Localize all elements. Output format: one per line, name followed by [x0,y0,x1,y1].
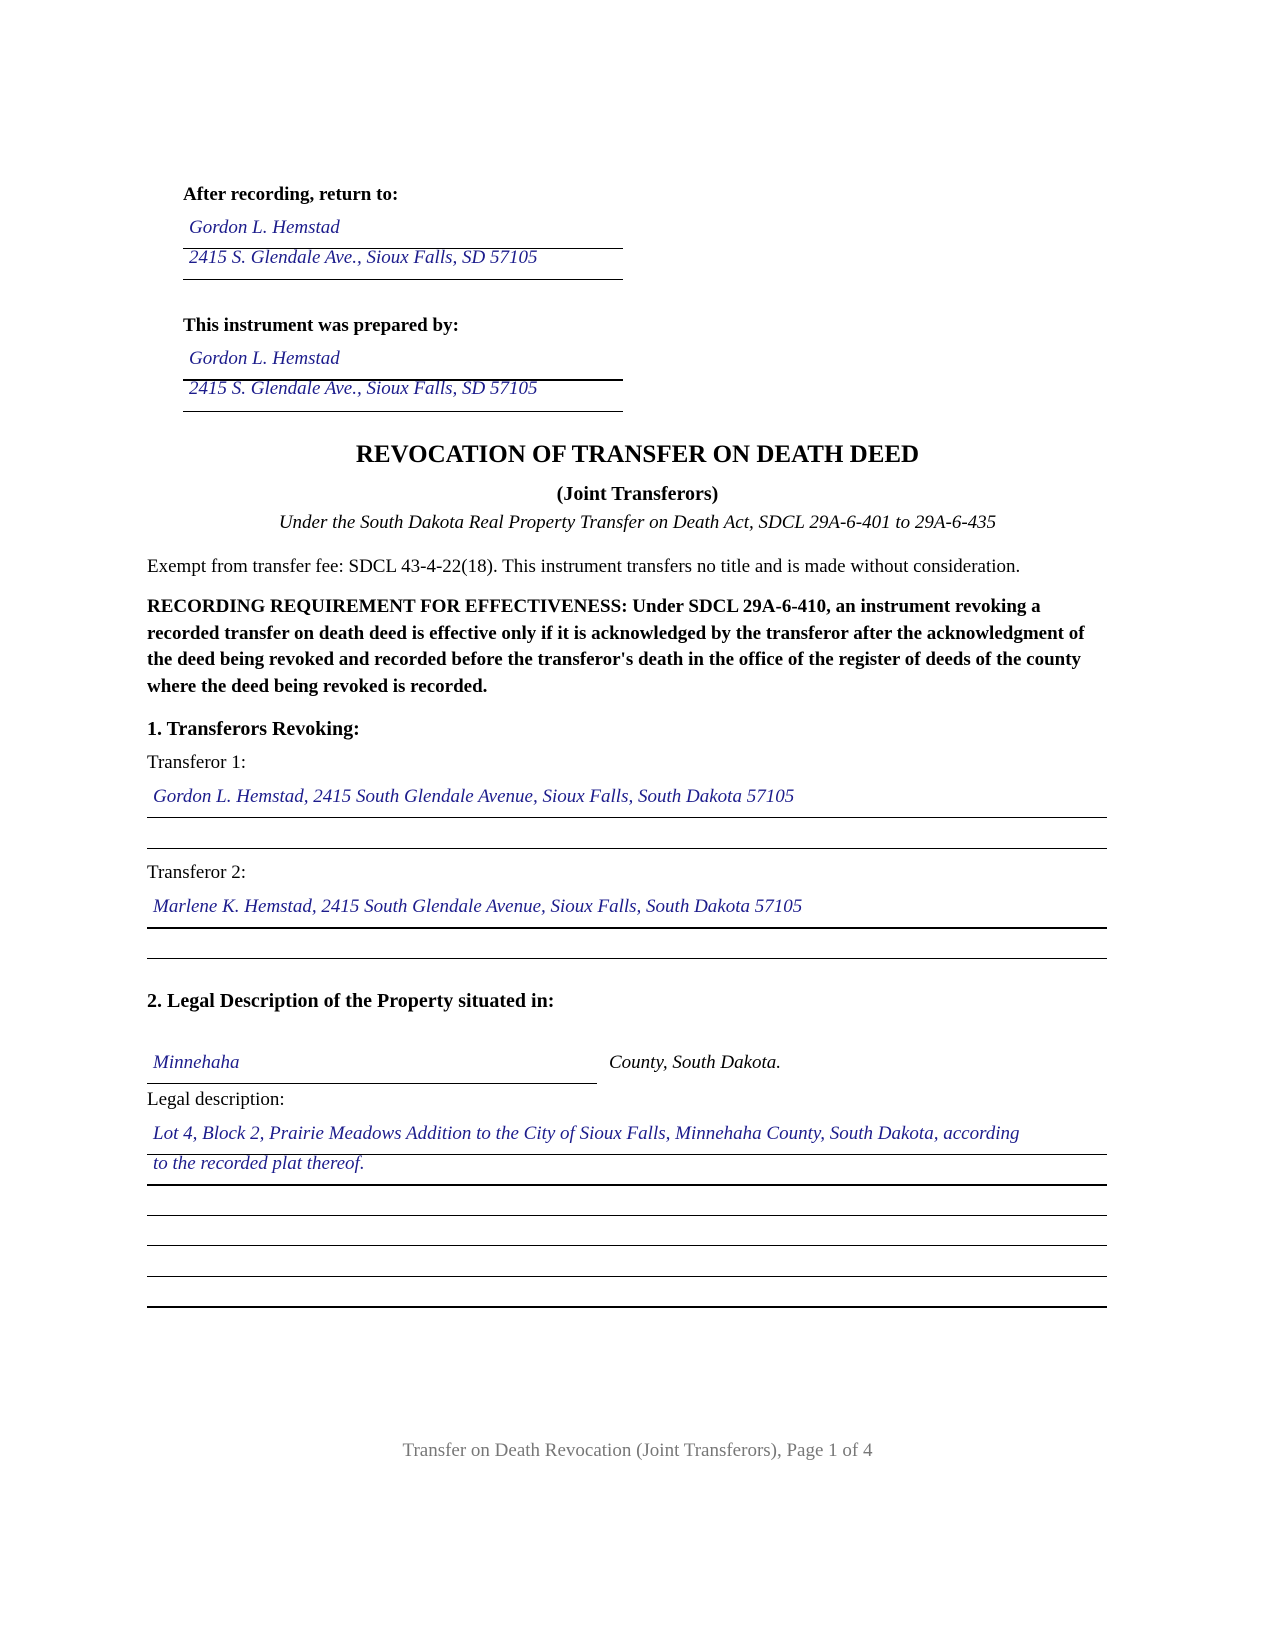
page-footer: Transfer on Death Revocation (Joint Transferors), Page 1 of 4 [402,1440,873,1461]
legal-line-6 [147,1306,1107,1308]
document-subtitle: (Joint Transferors) [556,483,719,505]
county-line [147,1083,597,1084]
recording-requirement: RECORDING REQUIREMENT FOR EFFECTIVENESS: Under SDCL 29A-6-410, an instrument revoking a recorded transfer on death deed is effective only if it is acknowledged by the transferor after the acknowledgment of the deed being revoked and recorded before the transferor's death in the office of the register of deeds of the county where the deed being revoked is recorded. [147,596,1085,697]
legal-description-line1: Lot 4, Block 2, Prairie Meadows Addition to the City of Sioux Falls, Minnehaha County, South Dakota, according [153,1123,1020,1144]
transferor2-value: Marlene K. Hemstad, 2415 South Glendale Avenue, Sioux Falls, South Dakota 57105 [153,896,803,917]
county-suffix: County, South Dakota. [609,1052,782,1073]
legal-description-label: Legal description: [147,1089,285,1110]
legal-line-2 [147,1184,1107,1186]
legal-line-4 [147,1245,1107,1246]
return-to-label: After recording, return to: [183,184,399,205]
transferor2-line2 [147,958,1107,959]
return-to-name: Gordon L. Hemstad [189,217,340,238]
transferor1-value: Gordon L. Hemstad, 2415 South Glendale Avenue, Sioux Falls, South Dakota 57105 [153,786,795,807]
prepared-by-label: This instrument was prepared by: [183,315,459,336]
section2-heading: 2. Legal Description of the Property situated in: [147,990,555,1012]
prepared-by-address: 2415 S. Glendale Ave., Sioux Falls, SD 57105 [189,378,538,399]
legal-description-line2: to the recorded plat thereof. [153,1153,365,1174]
return-to-address: 2415 S. Glendale Ave., Sioux Falls, SD 57105 [189,247,538,268]
transferor1-line1 [147,817,1107,818]
legal-line-5 [147,1276,1107,1277]
transferor1-line2 [147,848,1107,849]
prepared-address-line [183,411,623,412]
section1-heading: 1. Transferors Revoking: [147,718,360,740]
transferor2-label: Transferor 2: [147,862,247,883]
statute-line: Under the South Dakota Real Property Transfer on Death Act, SDCL 29A-6-401 to 29A-6-435 [278,512,997,533]
transferor2-line1 [147,927,1107,929]
transferor1-label: Transferor 1: [147,752,247,773]
county-value: Minnehaha [153,1052,240,1073]
exempt-text: Exempt from transfer fee: SDCL 43-4-22(18). This instrument transfers no title and is made without consideration. [147,556,1021,577]
document-title: REVOCATION OF TRANSFER ON DEATH DEED [355,441,920,468]
return-address-line [183,279,623,280]
legal-line-3 [147,1215,1107,1216]
prepared-by-name: Gordon L. Hemstad [189,348,340,369]
